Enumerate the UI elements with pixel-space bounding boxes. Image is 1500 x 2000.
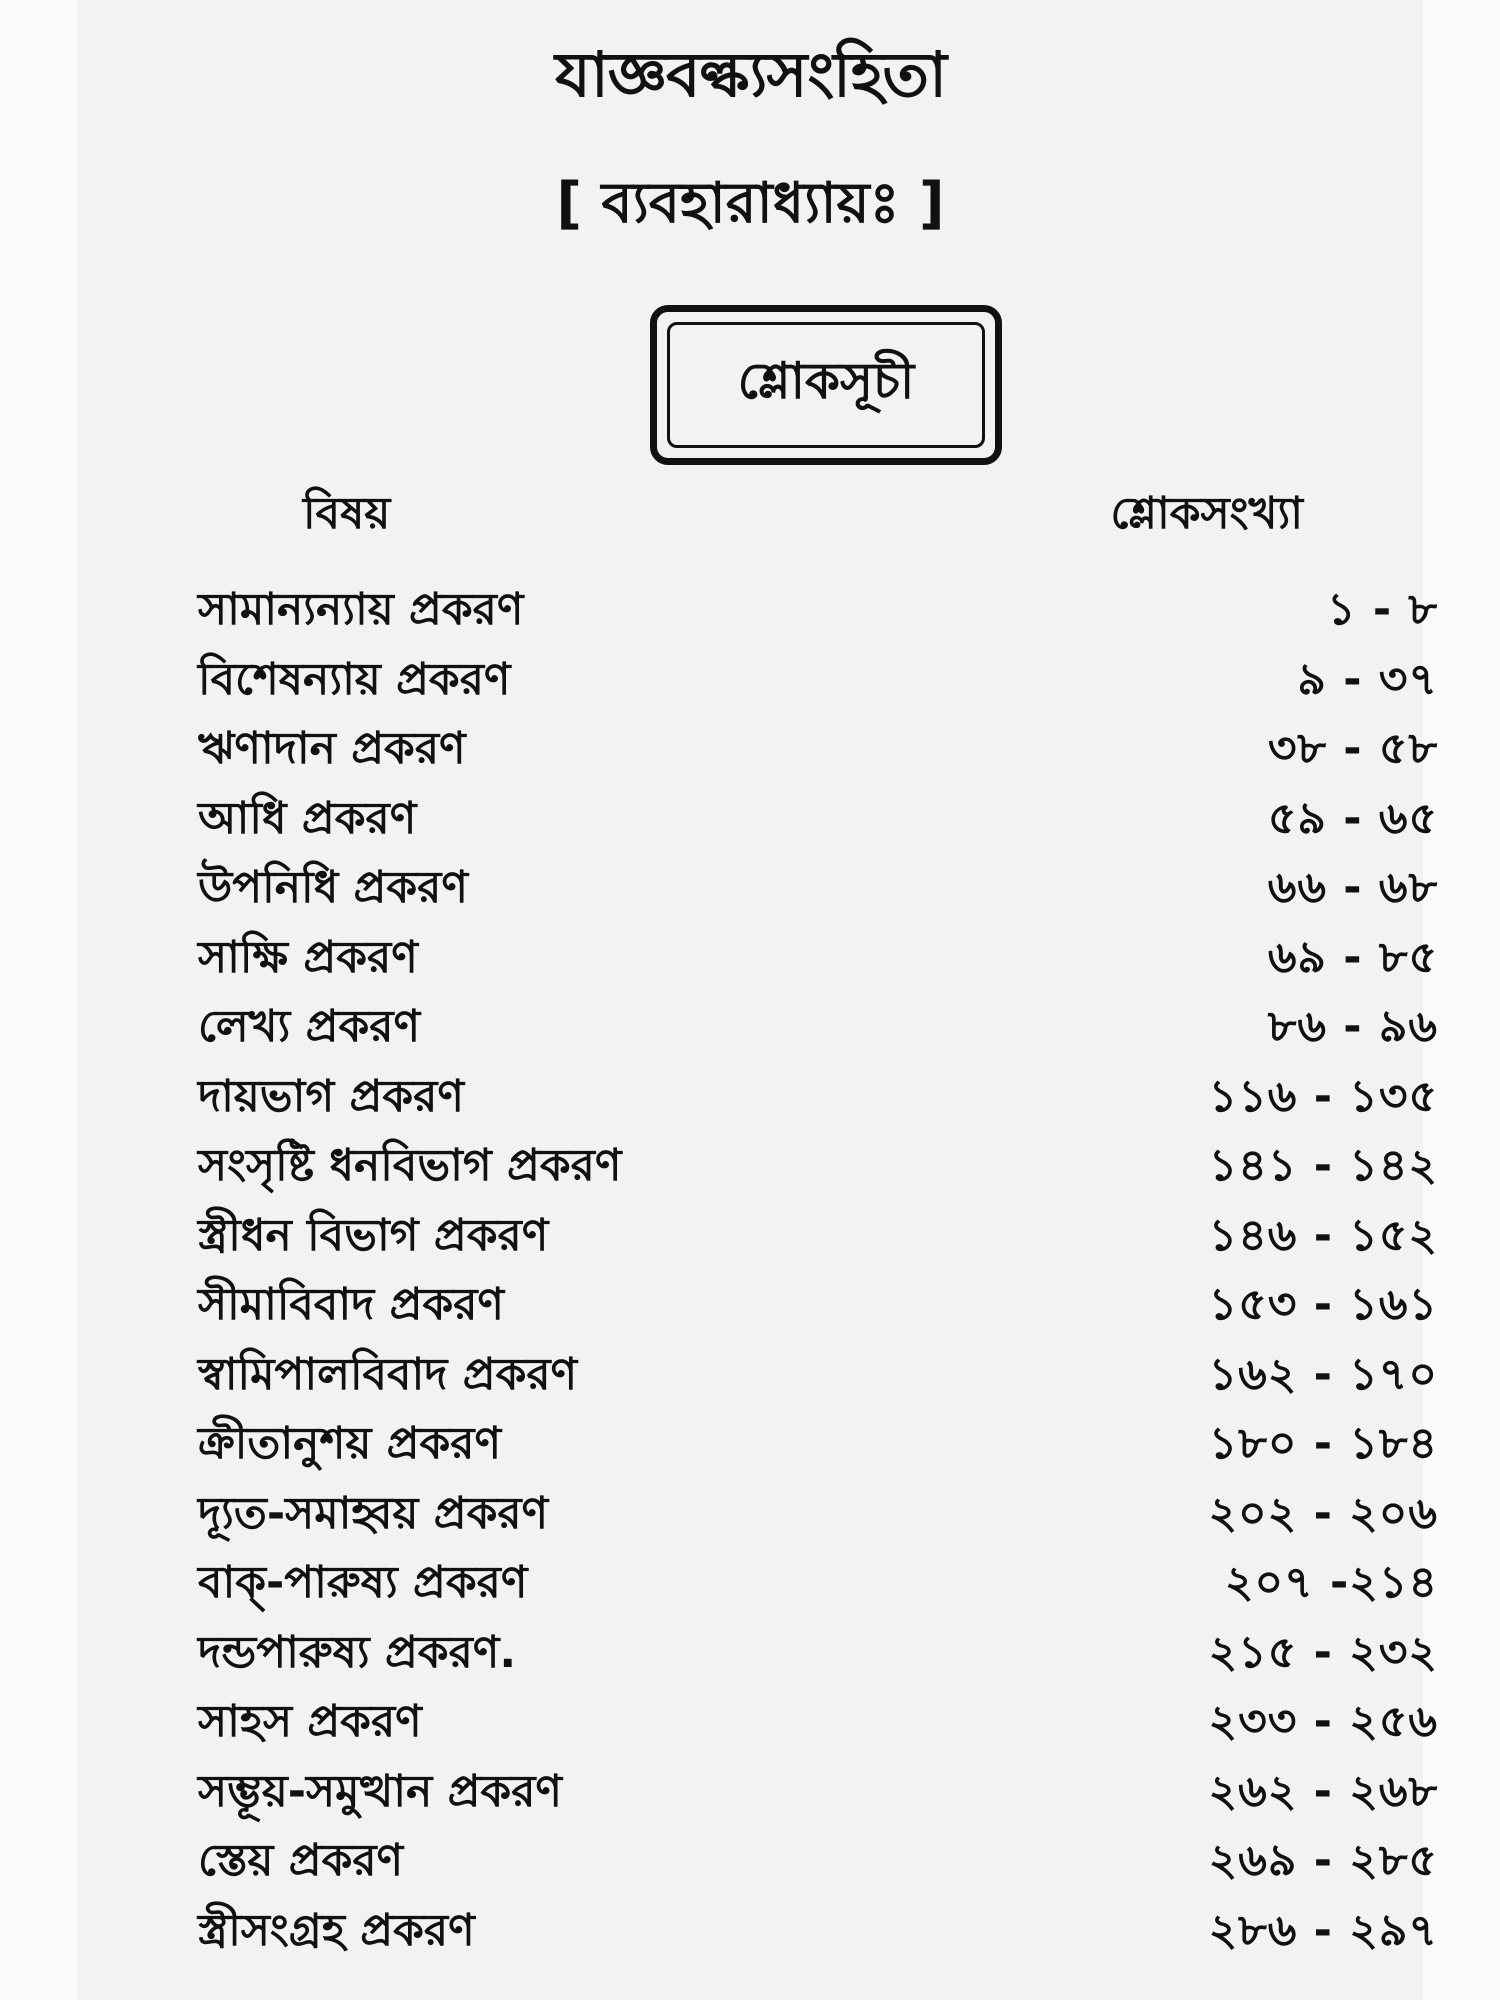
list-item <box>198 648 1438 718</box>
list-item <box>198 1551 1438 1621</box>
list-item <box>198 787 1438 857</box>
subject-column-header: বিষয় <box>303 488 391 539</box>
list-item <box>198 1134 1438 1204</box>
verse-count-column-header: শ্লোকসংখ্যা <box>1110 488 1303 539</box>
entry-subject: বিশেষন্যায় প্রকরণ <box>198 653 511 705</box>
entry-verse-range: ১ - ৮ <box>1326 584 1438 636</box>
list-item <box>198 926 1438 996</box>
list-item <box>198 1412 1438 1482</box>
entry-subject: লেখ্য প্রকরণ <box>198 1001 421 1053</box>
left-margin <box>0 0 78 2000</box>
entry-verse-range: ২৮৬ - ২৯৭ <box>1208 1904 1438 1956</box>
entry-verse-range: ৩৮ - ৫৮ <box>1267 723 1438 775</box>
entry-subject: স্তেয় প্রকরণ <box>198 1835 404 1887</box>
entry-subject: সাক্ষি প্রকরণ <box>198 931 418 983</box>
entry-verse-range: ২৩৩ - ২৫৬ <box>1208 1696 1438 1748</box>
entry-subject: সীমাবিবাদ প্রকরণ <box>198 1279 505 1331</box>
list-item <box>198 1482 1438 1552</box>
entry-subject: সাহস প্রকরণ <box>198 1696 422 1748</box>
entry-verse-range: ১৪১ - ১৪২ <box>1208 1140 1438 1192</box>
list-item <box>198 995 1438 1065</box>
entry-verse-range: ২০২ - ২০৬ <box>1208 1487 1438 1539</box>
entry-subject: বাক্-পারুষ্য প্রকরণ <box>198 1557 528 1609</box>
list-item <box>198 1899 1438 1969</box>
verse-index-list <box>198 578 1438 1968</box>
book-page <box>78 0 1438 2000</box>
entry-subject: স্ত্রীসংগ্রহ প্রকরণ <box>198 1904 475 1956</box>
entry-subject: দন্ডপারুষ্য প্রকরণ. <box>198 1626 517 1678</box>
index-title-box <box>650 305 1002 465</box>
entry-subject: আধি প্রকরণ <box>198 792 417 844</box>
list-item <box>198 1065 1438 1135</box>
list-item <box>198 578 1438 648</box>
entry-verse-range: ১৫৩ - ১৬১ <box>1208 1279 1438 1331</box>
chapter-heading: [ ব্যবহারাধ্যায়ঃ ] <box>556 171 945 236</box>
list-item <box>198 1829 1438 1899</box>
list-item <box>198 1204 1438 1274</box>
entry-subject: সংসৃষ্টি ধনবিভাগ প্রকরণ <box>198 1140 622 1192</box>
entry-subject: উপনিধি প্রকরণ <box>198 862 468 914</box>
entry-verse-range: ১৮০ - ১৮৪ <box>1208 1418 1438 1470</box>
entry-verse-range: ১৪৬ - ১৫২ <box>1208 1209 1438 1261</box>
list-item <box>198 1273 1438 1343</box>
list-item <box>198 1343 1438 1413</box>
entry-verse-range: ১১৬ - ১৩৫ <box>1208 1070 1438 1122</box>
entry-subject: ক্রীতানুশয় প্রকরণ <box>198 1418 502 1470</box>
list-item <box>198 1690 1438 1760</box>
index-title: শ্লোকসূচী <box>667 322 985 448</box>
entry-subject: স্বামিপালবিবাদ প্রকরণ <box>198 1348 578 1400</box>
entry-verse-range: ৮৬ - ৯৬ <box>1267 1001 1438 1053</box>
entry-verse-range: ২০৭ -২১৪ <box>1224 1557 1438 1609</box>
entry-verse-range: ২৬২ - ২৬৮ <box>1208 1765 1438 1817</box>
entry-verse-range: ২৬৯ - ২৮৫ <box>1208 1835 1438 1887</box>
entry-verse-range: ৯ - ৩৭ <box>1297 653 1438 705</box>
entry-verse-range: ১৬২ - ১৭০ <box>1208 1348 1438 1400</box>
book-title: যাজ্ঞবল্ক্যসংহিতা <box>555 38 946 111</box>
entry-verse-range: ২১৫ - ২৩২ <box>1208 1626 1438 1678</box>
entry-subject: স্ত্রীধন বিভাগ প্রকরণ <box>198 1209 549 1261</box>
list-item <box>198 1621 1438 1691</box>
list-item <box>198 856 1438 926</box>
entry-subject: দায়ভাগ প্রকরণ <box>198 1070 464 1122</box>
entry-verse-range: ৬৯ - ৮৫ <box>1267 931 1438 983</box>
entry-subject: ঋণাদান প্রকরণ <box>198 723 466 775</box>
list-item <box>198 717 1438 787</box>
entry-subject: সম্ভূয়-সমুত্থান প্রকরণ <box>198 1765 563 1817</box>
entry-verse-range: ৫৯ - ৬৫ <box>1267 792 1438 844</box>
entry-verse-range: ৬৬ - ৬৮ <box>1267 862 1438 914</box>
list-item <box>198 1760 1438 1830</box>
entry-subject: সামান্যন্যায় প্রকরণ <box>198 584 524 636</box>
entry-subject: দ্যূত-সমাহ্বয় প্রকরণ <box>198 1487 549 1539</box>
